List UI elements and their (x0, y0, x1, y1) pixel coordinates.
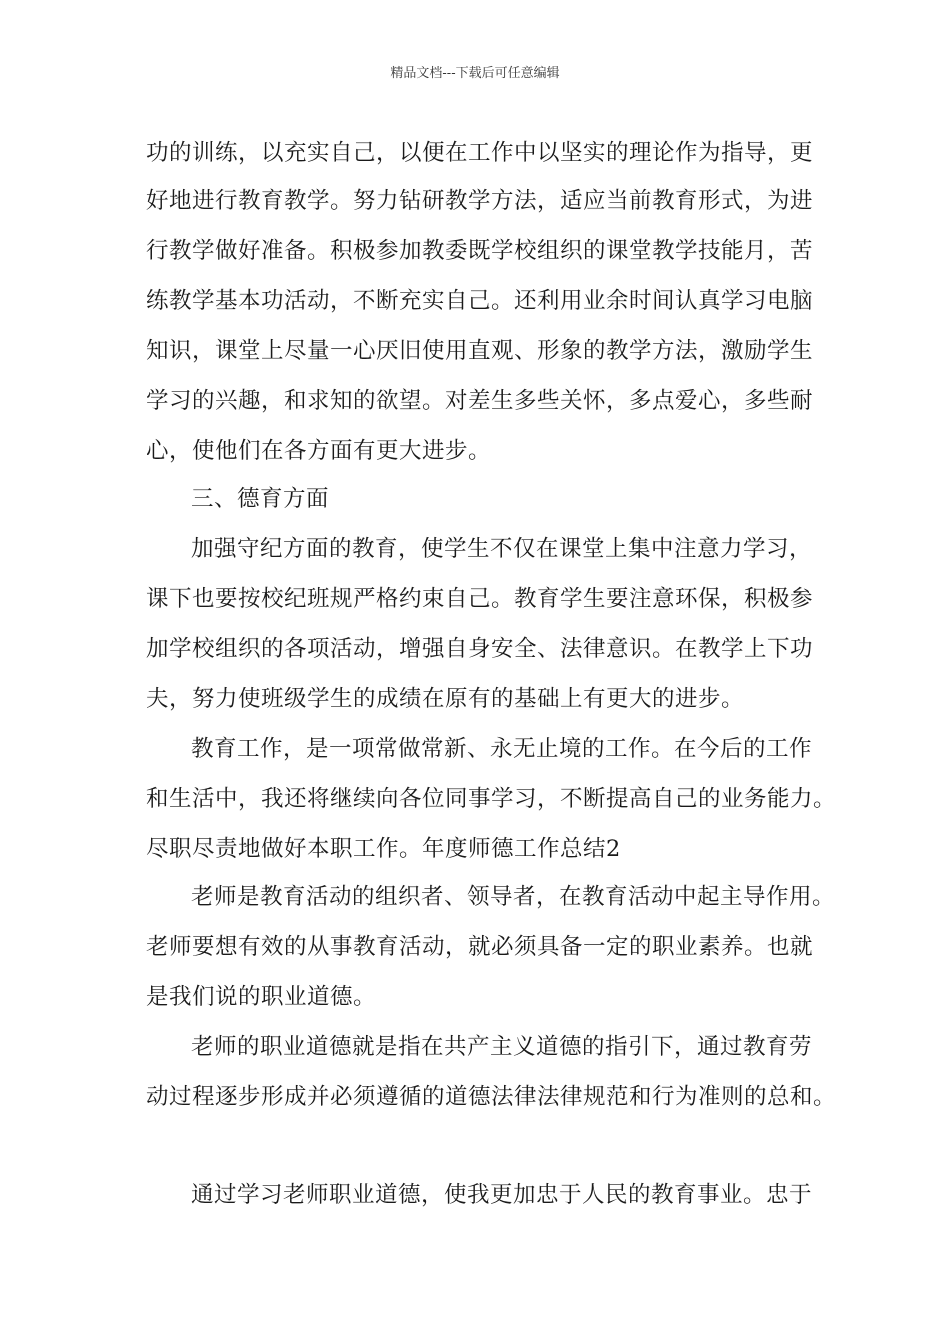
body-line: 和生活中，我还将继续向各位同事学习，不断提高自己的业务能力。 (146, 786, 837, 812)
body-line: 老师是教育活动的组织者、领导者，在教育活动中起主导作用。 (191, 884, 836, 910)
page-header: 精品文档---下载后可任意编辑 (390, 66, 560, 81)
body-line: 教育工作，是一项常做常新、永无止境的工作。在今后的工作 (191, 736, 813, 762)
body-line: 心，使他们在各方面有更大进步。 (146, 438, 492, 464)
body-line: 尽职尽责地做好本职工作。年度师德工作总结2 (146, 836, 621, 862)
body-line: 老师要想有效的从事教育活动，就必须具备一定的职业素养。也就 (146, 934, 814, 960)
body-line: 练教学基本功活动，不断充实自己。还利用业余时间认真学习电脑 (146, 288, 814, 314)
body-line: 功的训练，以充实自己，以便在工作中以坚实的理论作为指导，更 (146, 140, 814, 166)
body-line: 行教学做好准备。积极参加教委既学校组织的课堂教学技能月，苦 (146, 238, 814, 264)
body-line: 加学校组织的各项活动，增强自身安全、法律意识。在教学上下功 (146, 636, 814, 662)
body-line: 知识，课堂上尽量一心厌旧使用直观、形象的教学方法，激励学生 (146, 338, 814, 364)
body-line: 老师的职业道德就是指在共产主义道德的指引下，通过教育劳 (191, 1034, 813, 1060)
body-line: 夫，努力使班级学生的成绩在原有的基础上有更大的进步。 (146, 686, 745, 712)
section-heading: 三、德育方面 (191, 486, 330, 512)
body-line: 课下也要按校纪班规严格约束自己。教育学生要注意环保，积极参 (146, 586, 814, 612)
body-line: 动过程逐步形成并必须遵循的道德法律法律规范和行为准则的总和。 (146, 1084, 837, 1110)
body-line: 是我们说的职业道德。 (146, 984, 377, 1010)
body-line: 通过学习老师职业道德，使我更加忠于人民的教育事业。忠于 (191, 1182, 813, 1208)
body-line: 加强守纪方面的教育，使学生不仅在课堂上集中注意力学习， (191, 536, 813, 562)
body-line: 学习的兴趣，和求知的欲望。对差生多些关怀，多点爱心，多些耐 (146, 388, 814, 414)
body-line: 好地进行教育教学。努力钻研教学方法，适应当前教育形式，为进 (146, 188, 814, 214)
